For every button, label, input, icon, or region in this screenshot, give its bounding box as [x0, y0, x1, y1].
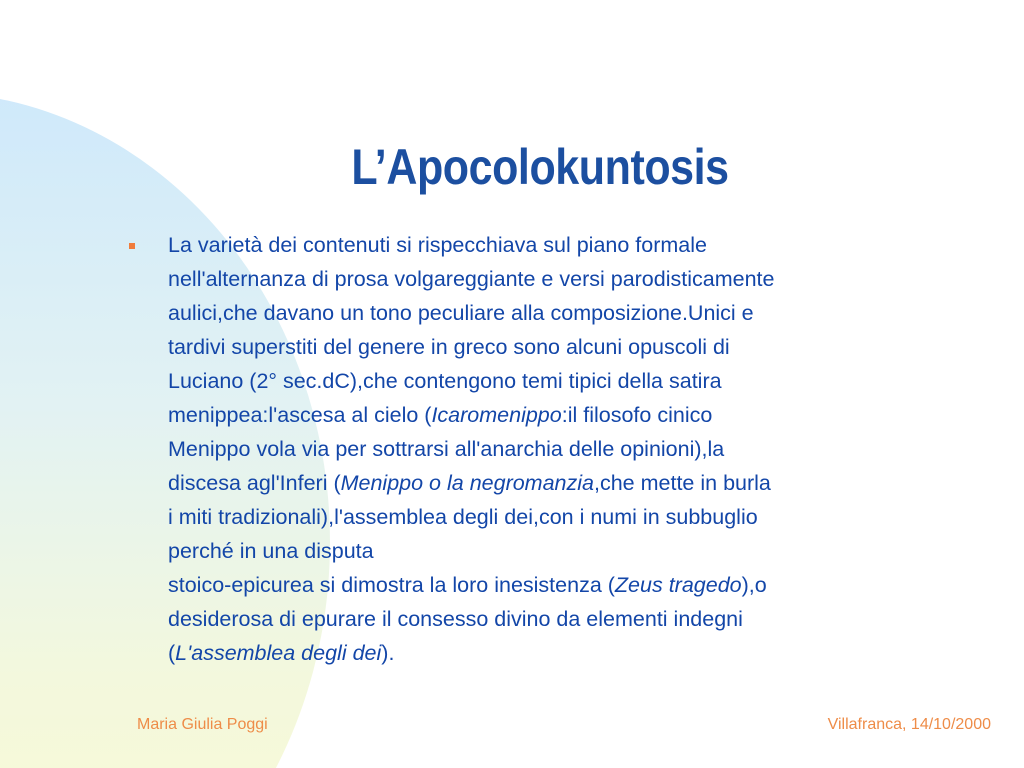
body-line: perché in una disputa: [168, 539, 374, 563]
bullet-square-icon: [129, 243, 135, 249]
body-line: [168, 398, 980, 432]
body-text-segment: ,che mette in burla: [594, 471, 771, 495]
body-line: tardivi superstiti del genere in greco sono alcuni opuscoli di: [168, 335, 730, 359]
body-line: [168, 568, 980, 602]
slide-title: L’Apocolokuntosis: [351, 139, 729, 195]
work-title-assemblea-dei: L'assemblea degli dei: [175, 641, 382, 665]
work-title-zeus-tragedo: Zeus tragedo: [614, 573, 742, 597]
body-line: nell'alternanza di prosa volgareggiante e versi parodisticamente: [168, 267, 775, 291]
body-line: [168, 466, 980, 500]
body-line: Menippo vola via per sottrarsi all'anarchia delle opinioni),la: [168, 437, 725, 461]
body-line: desiderosa di epurare il consesso divino da elementi indegni: [168, 607, 743, 631]
body-line: i miti tradizionali),l'assemblea degli dei,con i numi in subbuglio: [168, 505, 758, 529]
body-line: Luciano (2° sec.dC),che contengono temi tipici della satira: [168, 369, 722, 393]
body-text-segment: ).: [381, 641, 395, 665]
footer-author: Maria Giulia Poggi: [137, 716, 268, 733]
body-line: aulici,che davano un tono peculiare alla composizione.Unici e: [168, 301, 754, 325]
body-text-segment: ),o: [741, 573, 767, 597]
body-text-segment: (: [168, 641, 176, 665]
body-line: La varietà dei contenuti si rispecchiava sul piano formale: [168, 233, 707, 257]
body-text-segment: discesa agl'Inferi (: [168, 471, 341, 495]
body-text-segment: stoico-epicurea si dimostra la loro inesistenza (: [168, 573, 615, 597]
body-line: [168, 636, 980, 670]
work-title-menippo-negromanzia: Menippo o la negromanzia: [340, 471, 594, 495]
body-text-segment: menippea:l'ascesa al cielo (: [168, 403, 432, 427]
work-title-icaromenippo: Icaromenippo: [431, 403, 562, 427]
footer-place-date: Villafranca, 14/10/2000: [827, 716, 991, 733]
slide-body-text: [168, 228, 980, 670]
body-text-segment: :il filosofo cinico: [561, 403, 713, 427]
